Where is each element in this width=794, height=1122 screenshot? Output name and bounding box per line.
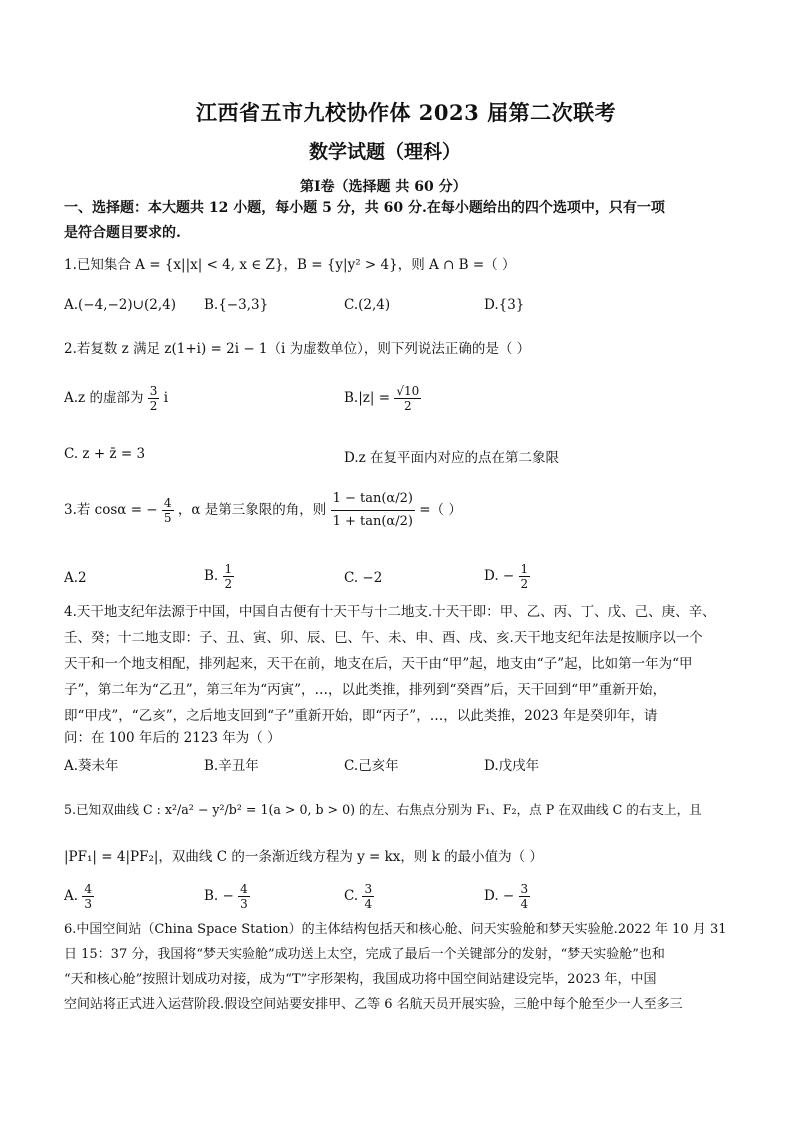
- q3-pre: 3.若 cosα = −: [64, 502, 158, 518]
- q5-a-den: 3: [84, 897, 92, 911]
- q5-a-fraction: [82, 882, 94, 911]
- q5-b-num: 4: [240, 882, 248, 896]
- question-3-stem: [64, 488, 462, 533]
- q4-option-b: B.辛丑年: [204, 758, 259, 774]
- q3-d-text: D. −: [484, 568, 515, 584]
- section-heading-cont: 是符合题目要求的.: [64, 225, 181, 241]
- q2-a-fraction: [148, 384, 160, 413]
- section-heading: 一、选择题：本大题共 12 小题，每小题 5 分，共 60 分.在每小题给出的四个选项中，只有一项: [64, 200, 665, 216]
- q2-b-fraction: [394, 384, 421, 413]
- exam-subtitle: 数学试题（理科）: [309, 141, 462, 163]
- q3-cos-num: 4: [163, 496, 172, 510]
- exam-title: 江西省五市九校协作体 2023 届第二次联考: [196, 100, 617, 125]
- q6-line-1: 6.中国空间站（China Space Station）的主体结构包括天和核心舱、问天实验舱和梦天实验舱.2022 年 10 月 31: [64, 922, 727, 937]
- q6-line-3: “天和核心舱”按照计划成功对接，成为“T”字形架构，我国成功将中国空间站建设完毕，2023 年，中国: [64, 972, 657, 987]
- q5-line-2: |PF₁| = 4|PF₂|，双曲线 C 的一条渐近线方程为 y = kx，则 k 的最小值为（ ）: [64, 849, 543, 865]
- q3-post: =（ ）: [419, 502, 462, 518]
- q5-d-fraction: [519, 882, 531, 911]
- q2-b-num: √10: [396, 384, 420, 398]
- q2-option-d: D.z 在复平面内对应的点在第二象限: [344, 450, 560, 466]
- q1-option-c: C.(2,4): [344, 297, 391, 313]
- q5-d-num: 3: [520, 882, 529, 896]
- q5-b-fraction: [238, 882, 250, 911]
- q4-line-1: 4.天干地支纪年法源于中国，中国自古便有十天干与十二地支.十天干即：甲、乙、丙、丁、戊、己、庚、辛、: [64, 604, 716, 620]
- q5-b-text: B. −: [204, 888, 234, 904]
- q5-c-num: 3: [364, 882, 373, 896]
- q1-option-a: A.(−4,−2)∪(2,4): [64, 297, 176, 313]
- q6-line-2: 日 15：37 分，我国将“梦天实验舱”成功送上太空，完成了最后一个关键部分的发射，“梦天实验舱”也和: [64, 947, 665, 962]
- q5-option-b: [204, 882, 250, 911]
- q3-cos-fraction: [162, 496, 174, 525]
- q4-line-5: 即“甲戌”，“乙亥”，之后地支回到“子”重新开始，即“丙子”，…，以此类推，2023 年是癸卯年，请: [64, 708, 658, 724]
- q5-d-den: 4: [520, 897, 529, 911]
- q3-b-text: B.: [204, 568, 219, 584]
- q5-option-c: [344, 882, 374, 911]
- part-heading: 第Ⅰ卷（选择题 共 60 分）: [300, 179, 467, 195]
- q3-option-d: [484, 562, 530, 591]
- q3-option-b: [204, 562, 234, 591]
- q2-option-b: [344, 384, 421, 413]
- q5-option-d: [484, 882, 530, 911]
- q2-a-text: A.z 的虚部为: [64, 390, 144, 406]
- q4-option-c: C.己亥年: [344, 758, 399, 774]
- q4-option-d: D.戊戌年: [484, 758, 540, 774]
- q2-b-text: B.|z| =: [344, 390, 391, 406]
- q5-a-text: A.: [64, 888, 79, 904]
- q3-b-num: 1: [224, 562, 233, 576]
- question-2-stem: 2.若复数 z 满足 z(1+i) = 2i − 1（i 为虚数单位），则下列说法正确的是（ ）: [64, 341, 531, 357]
- q3-main-num: 1 − tan(α/2): [332, 491, 413, 506]
- q3-cos-den: 5: [163, 511, 172, 525]
- q6-line-4: 空间站将正式进入运营阶段.假设空间站要安排甲、乙等 6 名航天员开展实验，三舱中每个舱至少一人至多三: [64, 997, 683, 1012]
- q4-option-a: A.葵未年: [64, 758, 119, 774]
- q5-line-1: 5.已知双曲线 C : x²/a² − y²/b² = 1(a > 0, b > 0) 的左、右焦点分别为 F₁、F₂，点 P 在双曲线 C 的右支上，且: [64, 802, 702, 817]
- q2-option-c: C. z + z̄ = 3: [64, 446, 146, 462]
- q4-line-4: 子”，第二年为“乙丑”，第三年为“丙寅”，…，以此类推，排列到“癸酉”后，天干回到“甲”重新开始，: [64, 682, 667, 698]
- q3-main-fraction: [331, 488, 415, 533]
- q2-a-den: 2: [149, 399, 158, 413]
- q3-d-num: 1: [520, 562, 529, 576]
- q1-option-b: B.{−3,3}: [204, 297, 269, 313]
- question-1-stem: 1.已知集合 A = {x||x| < 4, x ∈ Z}，B = {y|y² > 4}，则 A ∩ B =（ ）: [64, 257, 516, 273]
- q2-a-post: i: [163, 390, 169, 406]
- q5-c-den: 4: [364, 897, 373, 911]
- q2-a-num: 3: [149, 384, 158, 398]
- q3-d-den: 2: [520, 577, 529, 591]
- q4-line-2: 壬、癸；十二地支即：子、丑、寅、卯、辰、巳、午、未、申、酉、戌、亥.天干地支纪年法是按顺序以一个: [64, 630, 703, 646]
- q3-option-c: C. −2: [344, 570, 383, 586]
- q2-b-den: 2: [394, 398, 421, 413]
- q3-mid: ，α 是第三象限的角，则: [177, 502, 327, 518]
- q5-b-den: 3: [240, 897, 248, 911]
- q5-c-fraction: [362, 882, 374, 911]
- q3-main-den: 1 + tan(α/2): [331, 510, 415, 533]
- q3-b-den: 2: [224, 577, 233, 591]
- q1-option-d: D.{3}: [484, 297, 525, 313]
- q5-c-text: C.: [344, 888, 359, 904]
- q3-b-fraction: [223, 562, 235, 591]
- q5-d-text: D. −: [484, 888, 515, 904]
- q5-a-num: 4: [84, 882, 92, 896]
- q3-option-a: A.2: [64, 570, 87, 586]
- q3-d-fraction: [519, 562, 531, 591]
- q4-line-3: 天干和一个地支相配，排列起来，天干在前，地支在后，天干由“甲”起，地支由“子”起，比如第一年为“甲: [64, 656, 693, 672]
- q5-option-a: [64, 882, 94, 911]
- q4-line-6: 问：在 100 年后的 2123 年为（ ）: [64, 730, 281, 746]
- q2-option-a: [64, 384, 168, 413]
